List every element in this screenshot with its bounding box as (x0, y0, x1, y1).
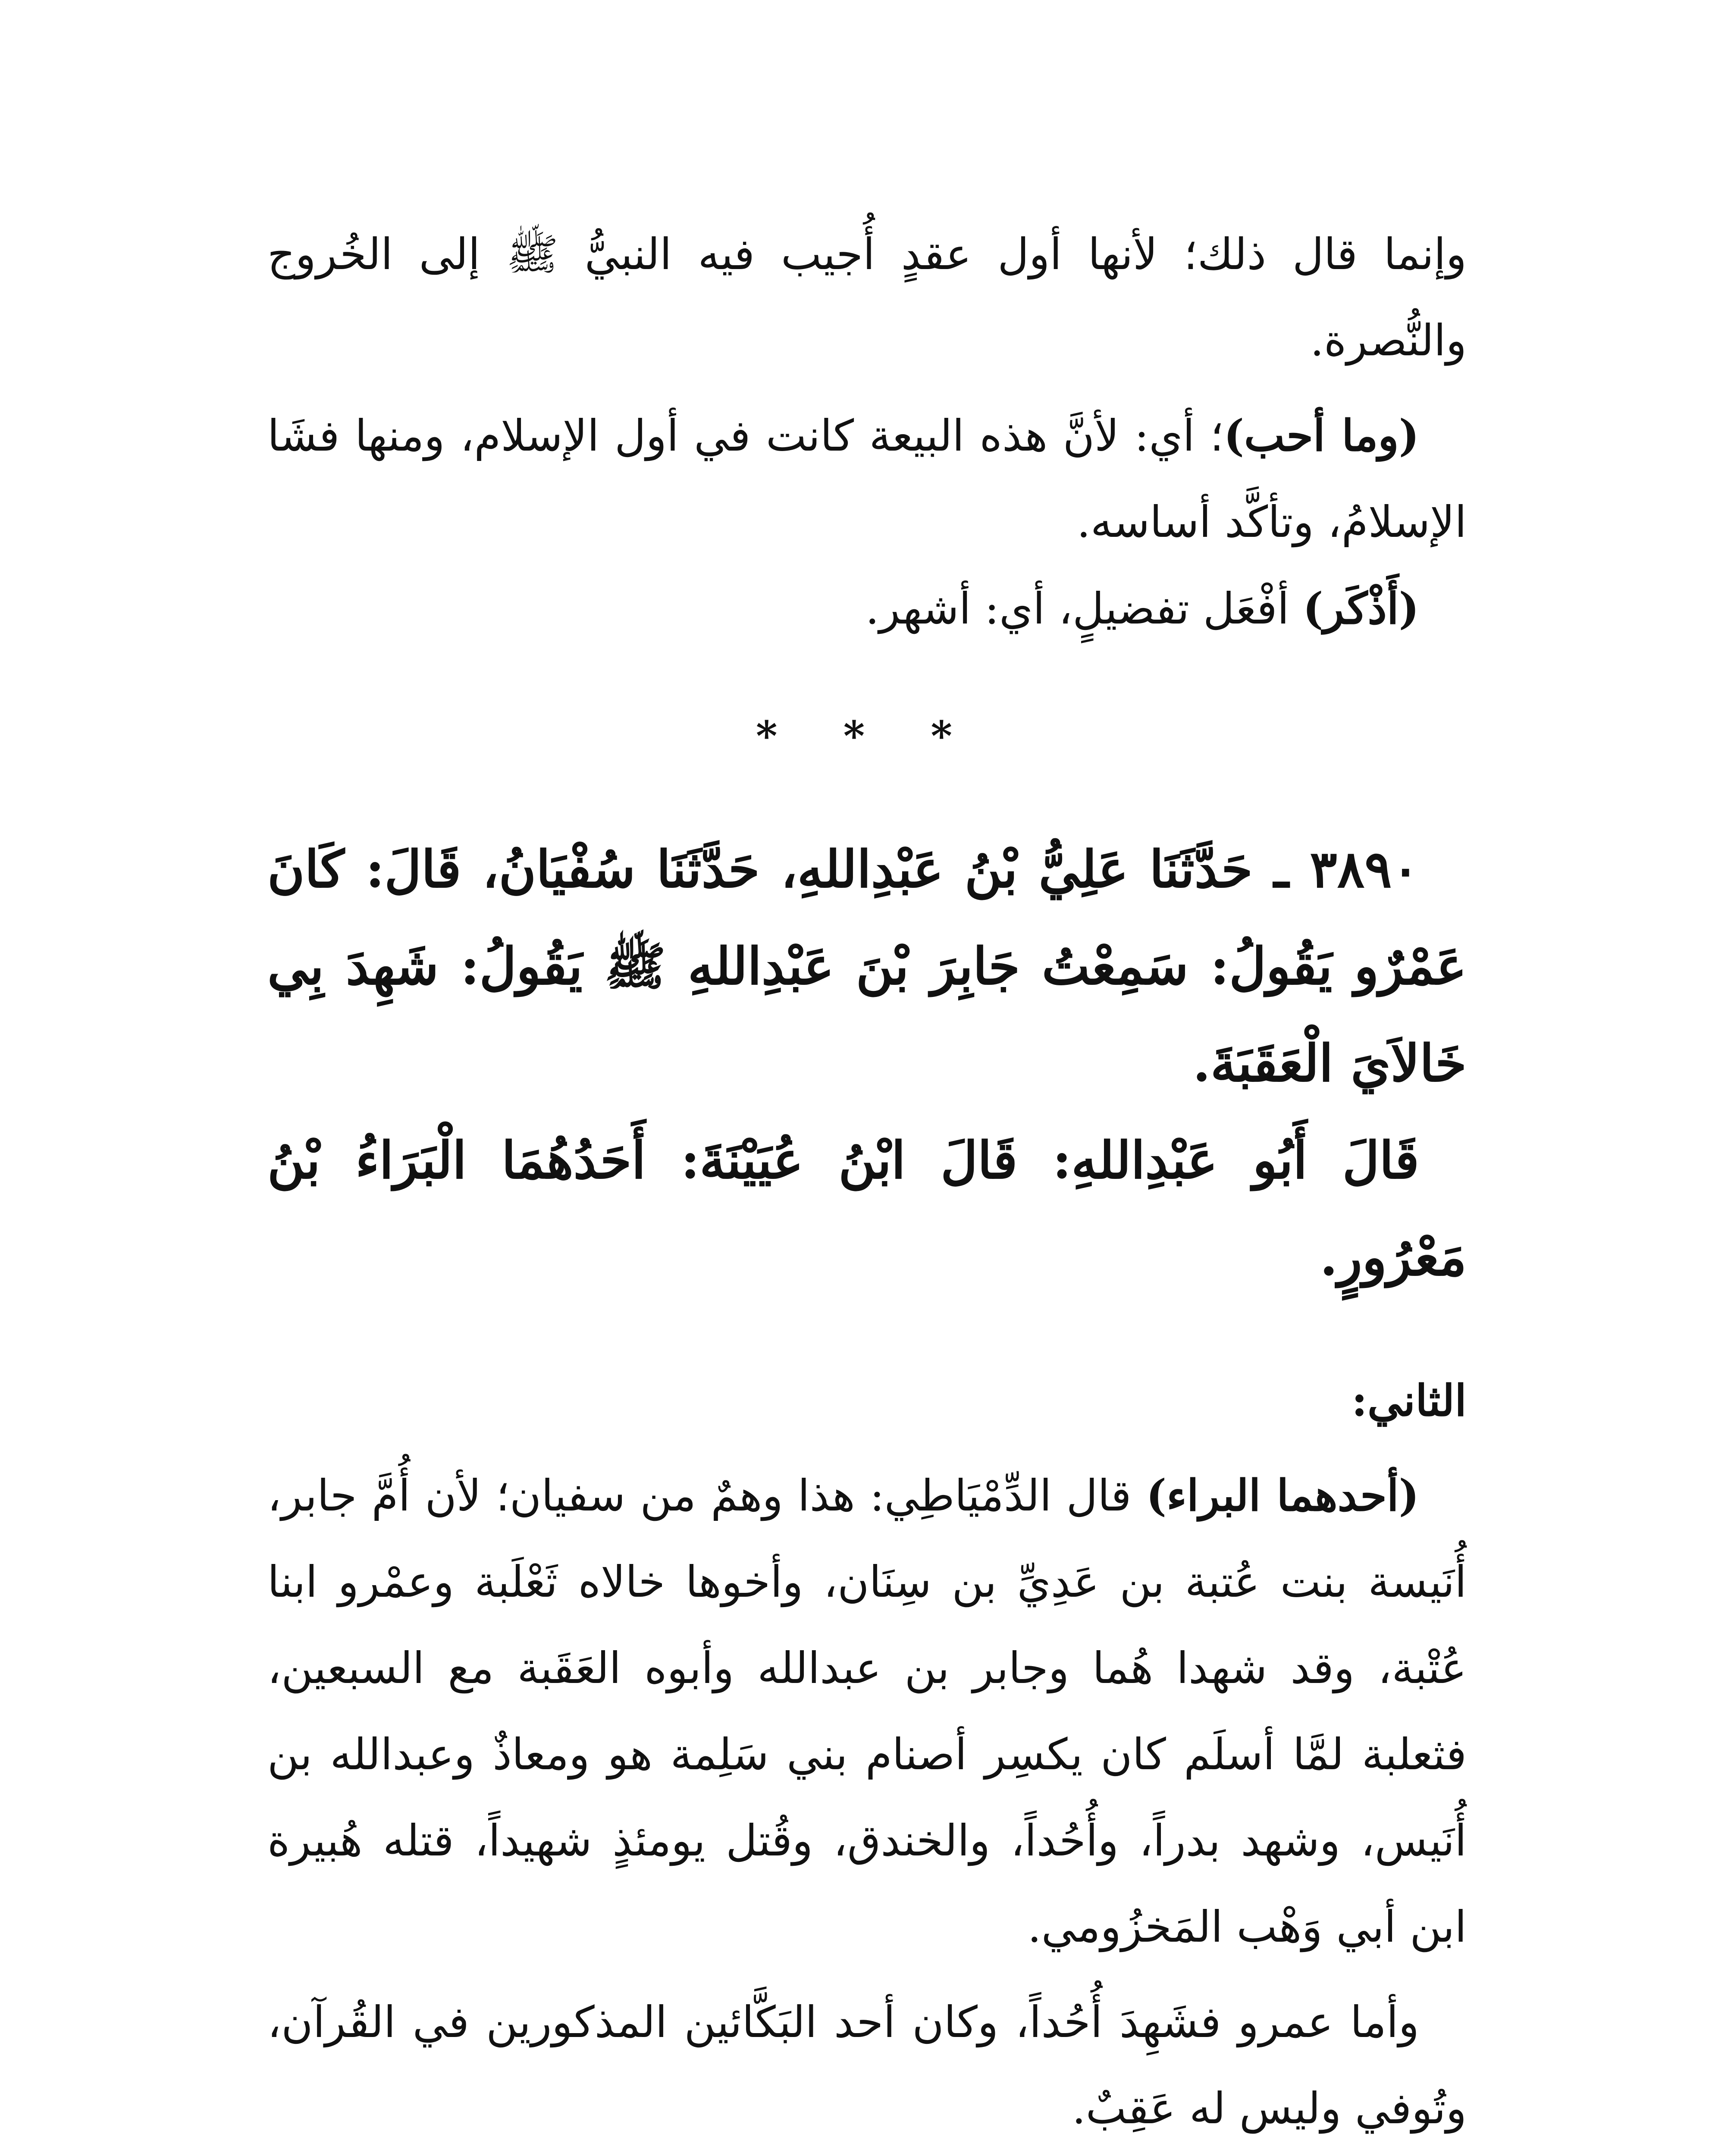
commentary-paragraph-ahaduhuma (267, 1452, 1467, 1970)
section-label: الثاني: (1351, 1375, 1467, 1426)
hadith-note: قَالَ أَبُو عَبْدِاللهِ: قَالَ ابْنُ عُيَيْنَةَ: أَحَدُهُمَا الْبَرَاءُ بْنُ مَعْرُورٍ. (267, 1130, 1467, 1287)
commentary-text: أفْعَل تفضيلٍ، أي: أشهر. (865, 583, 1303, 634)
commentary-paragraph-wa-ma-ahabb (267, 392, 1467, 565)
commentary-paragraph-adhkar (267, 565, 1467, 652)
commentary-paragraph-intro (267, 211, 1467, 384)
lemma-term: (وما أحب) (1223, 410, 1420, 461)
commentary-text: وإنما قال ذلك؛ لأنها أول عقدٍ أُجيب فيه النبيُّ ﷺ إلى الخُروج والنُّصرة. (267, 229, 1467, 366)
commentary-text: قال الدِّمْيَاطِي: هذا وهمٌ من سفيان؛ لأن أُمَّ جابر، أُنَيسة بنت عُتبة بن عَدِيِّ بن سِنَان، وأخوها خالاه ثَعْلَبة وعمْرو ابنا عُتْبة، وقد شهدا هُما وجابر بن عبدالله وأبوه العَقَبة مع السبعين، فثعلبة لمَّا أسلَم كان يكسِر أصنام بني سَلِمة هو ومعاذٌ وعبدالله بن أُنَيس، وشهد بدراً، وأُحُداً، والخندق، وقُتل يومئذٍ شهيداً، قتله هُبيرة ابن أبي وَهْب المَخزُومي. (267, 1470, 1467, 1952)
lemma-term: (أَذْكَر) (1303, 583, 1419, 634)
section-separator: * * * (756, 712, 978, 760)
lemma-term: (أحدهما البراء) (1146, 1470, 1419, 1521)
commentary-text: ؛ أي: لأنَّ هذه البيعة كانت في أول الإسلام، ومنها فشَا الإسلامُ، وتأكَّد أساسه. (267, 411, 1467, 547)
commentary-text: وأما عمرو فشَهِدَ أُحُداً، وكان أحد البَكَّائين المذكورين في القُرآن، وتُوفي وليس له عَقِبٌ. (267, 1997, 1467, 2134)
commentary-paragraph-amr (267, 1979, 1467, 2152)
hadith-text: ٣٨٩٠ ـ حَدَّثَنَا عَلِيُّ بْنُ عَبْدِاللهِ، حَدَّثَنَا سُفْيَانُ، قَالَ: كَانَ عَمْرٌو يَقُولُ: سَمِعْتُ جَابِرَ بْنَ عَبْدِاللهِ ﷺ يَقُولُ: شَهِدَ بِي خَالاَيَ الْعَقَبَةَ. (267, 839, 1467, 1093)
